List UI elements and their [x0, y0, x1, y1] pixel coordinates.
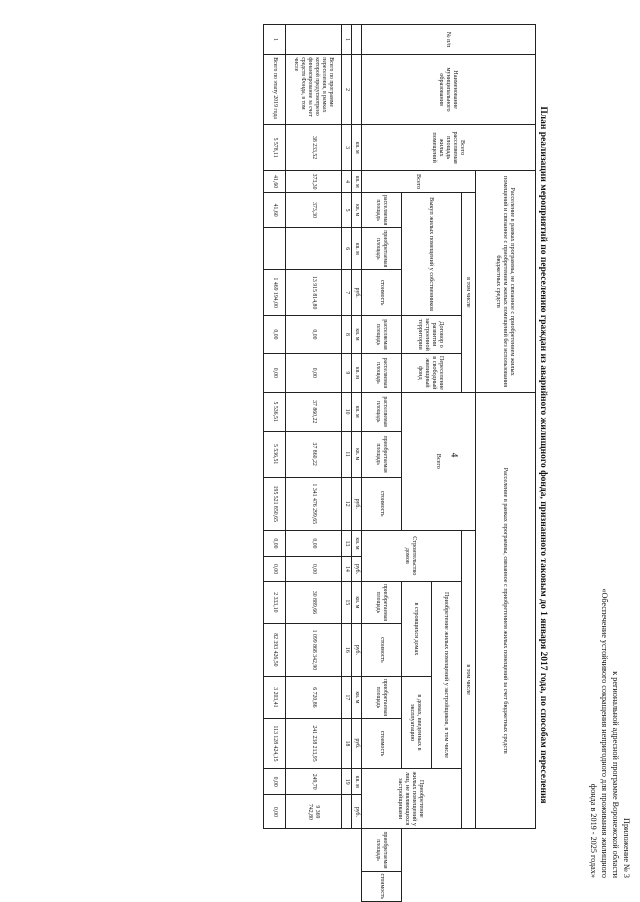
- unit: руб.: [352, 718, 362, 768]
- unit: руб.: [352, 557, 362, 582]
- col-num: 5: [342, 192, 352, 227]
- h-cost-16: стоимость: [362, 718, 402, 768]
- col-num: 8: [342, 316, 352, 354]
- header-municipality: Наименование муниципального образования: [362, 55, 536, 125]
- cell: 82 393 426,50: [264, 623, 286, 676]
- cell: 249,70: [286, 769, 342, 795]
- header-including-2: в том числе: [462, 530, 476, 829]
- cell: 1 469 194,00: [264, 270, 286, 316]
- cell: 0,00: [286, 557, 342, 582]
- header-construction: Строительство домов: [362, 530, 462, 581]
- row-name: Всего по этапу 2019 года: [264, 55, 286, 125]
- unit: кв. м: [352, 581, 362, 623]
- col-num: 10: [342, 392, 352, 431]
- h-priobr-area-17: приобретаемая площадь: [362, 829, 402, 871]
- header-under-construction: в строящихся домах: [402, 581, 432, 676]
- units-row: [352, 25, 362, 902]
- column-numbers-row: [342, 25, 352, 902]
- cell: 0,00: [286, 530, 342, 556]
- cell: 0,00: [286, 316, 342, 354]
- header-block-budget: Расселение в рамках программы, связанное с приобретением жилых помещений за счет бюджетных средств: [476, 392, 536, 829]
- unit: кв. м: [352, 431, 362, 477]
- cell: 6 720,86: [286, 676, 342, 718]
- cell: 0,00: [264, 769, 286, 795]
- col-num: 6: [342, 228, 352, 270]
- header-free-housing: Переселение в свободный жилищный фонд: [402, 353, 462, 392]
- page-number: 4: [449, 452, 460, 458]
- document-title: План реализации мероприятий по переселению граждан из аварийного жилищного фонда, признанного таковым до 1 января 2017 года, по способам переселения: [538, 106, 548, 804]
- header-buyout: Выкуп жилых помещений у собственников: [402, 192, 462, 315]
- h-cost-7: стоимость: [362, 270, 402, 316]
- header-block-nonbudget: Расселение в рамках программы, не связанное с приобретением жилых помещений и связанное с приобретением жилых помещений без использования бюджетных средств: [476, 171, 536, 393]
- cell: 41,60: [264, 171, 286, 193]
- cell: 0,00: [264, 557, 286, 582]
- header-total-1: Всего: [362, 171, 476, 193]
- col-num: 1: [342, 25, 352, 55]
- unit: кв. м: [352, 353, 362, 392]
- col-num: 19: [342, 769, 352, 795]
- h-priobr-area-15: приобретаемая площадь: [362, 676, 402, 718]
- header-total-area: Всего расселяемая площадь жилых помещений: [362, 124, 536, 170]
- header-total-2: Всего: [402, 392, 476, 530]
- unit: руб.: [352, 795, 362, 829]
- cell: 37 860,22: [286, 392, 342, 431]
- table-row: [286, 25, 342, 902]
- appendix-header: [588, 588, 632, 878]
- header-line-3: «Обеспечение устойчивого сокращения непригодного для проживания жилищного: [600, 588, 609, 878]
- row-num: [286, 25, 342, 55]
- h-ras-area-8: расселяемая площадь: [362, 316, 402, 354]
- col-num: 15: [342, 581, 352, 623]
- h-ras-area-5: расселяемая площадь: [362, 192, 402, 227]
- header-commissioned: в домах, введенных в эксплуатацию: [402, 676, 432, 768]
- cell: 373,30: [286, 192, 342, 227]
- unit: руб.: [352, 623, 362, 676]
- table-row: [264, 25, 286, 902]
- col-num: 7: [342, 270, 352, 316]
- cell: 0,00: [264, 316, 286, 354]
- unit: кв. м: [352, 171, 362, 193]
- cell: 38 233,52: [286, 124, 342, 170]
- cell: 5 578,11: [264, 124, 286, 170]
- cell: 1 099 868 342,90: [286, 623, 342, 676]
- col-num: 13: [342, 530, 352, 556]
- unit: кв. м: [352, 316, 362, 354]
- cell: 0,00: [286, 353, 342, 392]
- h-cost-18: стоимость: [362, 871, 402, 902]
- cell: 373,30: [286, 171, 342, 193]
- header-line-4: фонда в 2019 - 2025 годах»: [589, 783, 598, 878]
- col-num: 12: [342, 477, 352, 530]
- col-num: 11: [342, 431, 352, 477]
- cell: 5 536,51: [264, 392, 286, 431]
- header-including-1: в том числе: [462, 192, 476, 392]
- unit: кв. м: [352, 192, 362, 227]
- h-priobr-area-11: приобретаемая площадь: [362, 431, 402, 477]
- cell: 195 521 850,65: [264, 477, 286, 530]
- header-num: № п/п: [362, 25, 536, 55]
- unit: кв. м: [352, 392, 362, 431]
- h-cost-12: стоимость: [362, 477, 402, 530]
- unit: кв. м: [352, 530, 362, 556]
- cell: 2 333,10: [264, 581, 286, 623]
- h-priobr-area-6: приобретаемая площадь: [362, 228, 402, 270]
- cell: 0,00: [264, 795, 286, 829]
- unit: руб.: [352, 270, 362, 316]
- header-development-agreement: Договор о развитии застроенной территории: [402, 316, 462, 354]
- col-num: 3: [342, 124, 352, 170]
- resettlement-plan-table: [263, 24, 536, 902]
- cell: 0,00: [264, 353, 286, 392]
- unit: кв. м: [352, 124, 362, 170]
- col-num: 18: [342, 718, 352, 768]
- h-cost-14: стоимость: [362, 623, 402, 676]
- col-num: 17: [342, 676, 352, 718]
- row-name: Всего по программе переселения, в рамках которой предусмотрено финансирование за счет средств Фонда, в том числе: [286, 55, 342, 125]
- unit: кв. м: [352, 228, 362, 270]
- unit: руб.: [352, 477, 362, 530]
- h-ras-area-10: расселяемая площадь: [362, 392, 402, 431]
- col-num: 2: [342, 55, 352, 125]
- cell: 9 369 742,80: [286, 795, 342, 829]
- h-ras-area-9: расселяемая площадь: [362, 353, 402, 392]
- cell: 41,60: [264, 192, 286, 227]
- cell: 241 238 213,95: [286, 718, 342, 768]
- header-line-2: к региональной адресной программе Воронежской области: [611, 671, 620, 878]
- row-num: 1: [264, 25, 286, 55]
- cell: 3 203,41: [264, 676, 286, 718]
- cell: 30 889,66: [286, 581, 342, 623]
- cell: 113 128 424,15: [264, 718, 286, 768]
- cell: 1 341 476 299,65: [286, 477, 342, 530]
- cell: 37 860,22: [286, 431, 342, 477]
- col-num: 9: [342, 353, 352, 392]
- col-num: 14: [342, 557, 352, 582]
- h-priobr-area-13: приобретаемая площадь: [362, 581, 402, 623]
- col-num: 4: [342, 171, 352, 193]
- header-purchase-developers: Приобретение жилых помещений у застройщиков, в том числе: [432, 581, 462, 768]
- cell: 0,00: [264, 530, 286, 556]
- cell: 13 915 814,80: [286, 270, 342, 316]
- col-num: 16: [342, 623, 352, 676]
- header-purchase-non-developers: Приобретение жилых помещений у лиц, не являющихся застройщиками: [362, 769, 462, 829]
- cell: 5 536,51: [264, 431, 286, 477]
- header-line-1: Приложение № 3: [622, 818, 631, 878]
- unit: кв. м: [352, 676, 362, 718]
- unit: кв. м: [352, 769, 362, 795]
